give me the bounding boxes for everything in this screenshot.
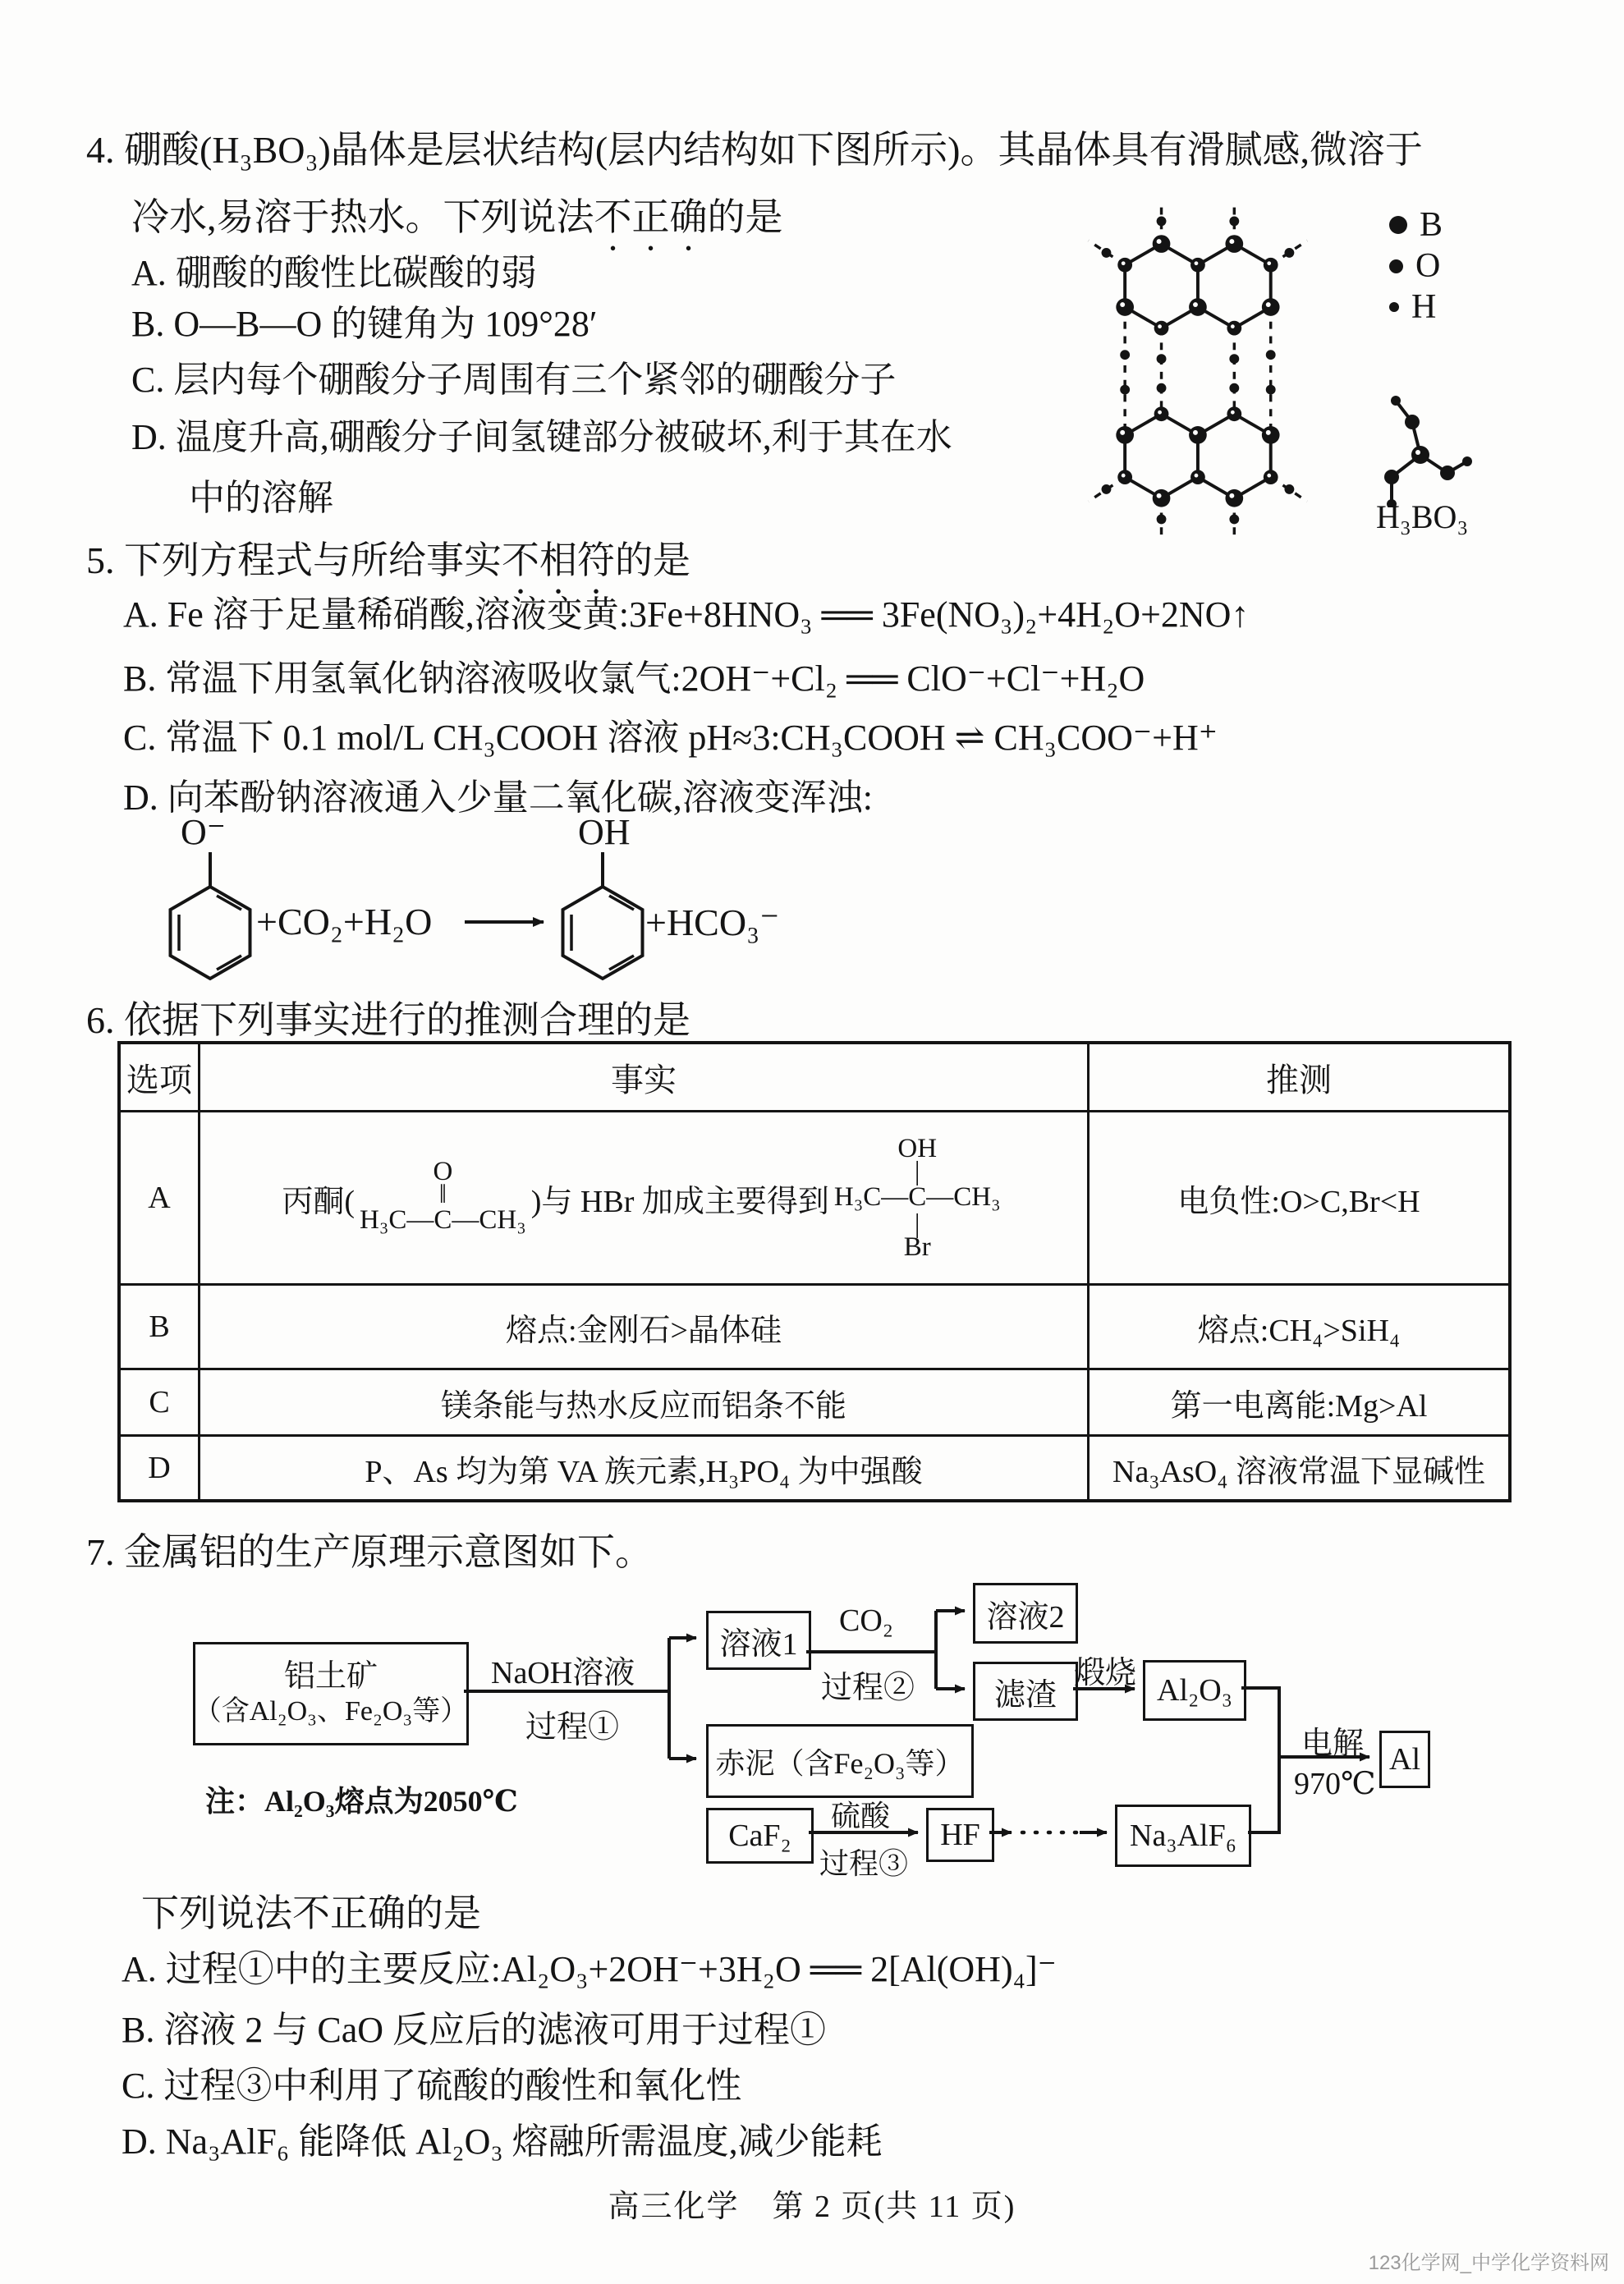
q6-header-inference: 推测 xyxy=(1090,1044,1508,1112)
legend-row-boron xyxy=(1389,207,1443,243)
co2-label: CO₂ xyxy=(839,1603,894,1638)
q4-option-c: C. 层内每个硼酸分子周围有三个紧邻的硼酸分子 xyxy=(131,360,897,400)
h3bo3-caption: H₃BO₃ xyxy=(1376,498,1469,535)
q4-option-a: A. 硼酸的酸性比碳酸的弱 xyxy=(131,253,537,293)
atom-legend xyxy=(1389,207,1443,325)
acetone-double-bond: ‖ xyxy=(438,1180,447,1210)
q7-stem: 7. 金属铝的生产原理示意图如下。 xyxy=(86,1531,653,1573)
q6-rowB-key: B xyxy=(121,1286,200,1370)
step1-label: 过程① xyxy=(525,1710,620,1745)
melting-point-note: 注：Al₂O₃熔点为2050℃ xyxy=(205,1785,518,1818)
q6-header-fact: 事实 xyxy=(200,1044,1090,1112)
step3-label: 过程③ xyxy=(819,1847,909,1880)
legend-row-oxygen xyxy=(1389,248,1443,284)
alcohol-br: Br xyxy=(903,1231,931,1262)
q6-rowD-inference: Na₃AsO₄ 溶液常温下显碱性 xyxy=(1112,1454,1485,1489)
q4-option-d-cont: 中的溶解 xyxy=(189,478,333,518)
legend-label-h: H xyxy=(1411,288,1437,326)
legend-row-hydrogen xyxy=(1389,289,1443,325)
hydrogen-dot-icon xyxy=(1389,302,1399,312)
q6-rowA-fact-pre: 丙酮( xyxy=(282,1184,356,1219)
red-mud-box: 赤泥（含Fe₂O₃等） xyxy=(706,1724,974,1798)
al-box: Al xyxy=(1379,1731,1430,1788)
q6-rowA-fact xyxy=(200,1112,1090,1286)
alcohol-oh: OH xyxy=(897,1134,938,1164)
q4-line2-pre: 冷水,易溶于热水。下列说法 xyxy=(131,196,594,238)
acetone-backbone: H₃C—C—CH₃ xyxy=(360,1205,526,1236)
q5-stem-emphasis: 不相符 xyxy=(502,539,615,581)
q6-table xyxy=(117,1041,1512,1502)
q6-rowD-key: D xyxy=(121,1437,200,1499)
q6-rowB-inference: 熔点:CH₄>SiH₄ xyxy=(1090,1286,1508,1370)
q6-header-option: 选项 xyxy=(121,1044,200,1112)
h3bo3-molecule-diagram xyxy=(1375,391,1474,507)
q6-stem: 6. 依据下列事实进行的推测合理的是 xyxy=(86,999,690,1041)
phenol-oh-label: OH xyxy=(578,812,631,852)
bauxite-box xyxy=(193,1642,469,1745)
q7-option-c: C. 过程③中利用了硫酸的酸性和氧化性 xyxy=(122,2066,742,2106)
reaction-arrow xyxy=(461,910,560,934)
q5-option-a: A. Fe 溶于足量稀硝酸,溶液变黄:3Fe+8HNO₃ ══ 3Fe(NO₃)₂+4H₂O+2NO↑ xyxy=(123,594,1250,635)
q5d-reagents: +CO₂+H₂O xyxy=(256,901,433,942)
calcine-label: 煅烧 xyxy=(1074,1656,1137,1690)
q7-option-b: B. 溶液 2 与 CaO 反应后的滤液可用于过程① xyxy=(122,2010,826,2050)
bauxite-composition: （含Al₂O₃、Fe₂O₃等） xyxy=(193,1696,469,1727)
q5-stem-pre: 5. 下列方程式与所给事实 xyxy=(86,539,502,581)
q5-option-d: D. 向苯酚钠溶液通入少量二氧化碳,溶液变浑浊: xyxy=(123,777,873,818)
temp-label: 970℃ xyxy=(1294,1767,1376,1801)
q6-rowC-key: C xyxy=(121,1370,200,1437)
q4-line2-emphasis: 不正确 xyxy=(594,196,708,238)
q5d-product: +HCO₃⁻ xyxy=(645,901,780,943)
legend-label-o: O xyxy=(1415,247,1441,285)
alcohol-bond-top: | xyxy=(914,1157,920,1187)
oxygen-dot-icon xyxy=(1389,259,1403,273)
phenolate-o-label: O⁻ xyxy=(181,812,226,852)
na3alf6-box: Na₃AlF₆ xyxy=(1115,1805,1251,1867)
q4-option-b: B. O—B—O 的键角为 109°28′ xyxy=(131,304,598,344)
q7-option-d: D. Na₃AlF₆ 能降低 Al₂O₃ 熔融所需温度,减少能耗 xyxy=(122,2121,883,2162)
phenolate-ring-diagram xyxy=(159,851,261,982)
q5-option-c: C. 常温下 0.1 mol/L CH₃COOH 溶液 pH≈3:CH₃COOH ⇌ CH₃COO⁻+H⁺ xyxy=(123,718,1218,758)
acetone-structure xyxy=(360,1157,526,1236)
electrolysis-label: 电解 xyxy=(1301,1727,1365,1761)
q6-rowA-inference: 电负性:O>C,Br<H xyxy=(1090,1112,1508,1286)
q6-rowA-fact-mid: )与 HBr 加成主要得到 xyxy=(530,1184,829,1219)
residue-box: 滤渣 xyxy=(973,1662,1078,1721)
q6-rowA-key: A xyxy=(121,1112,200,1286)
q4-line1: 4. 硼酸(H₃BO₃)晶体是层状结构(层内结构如下图所示)。其晶体具有滑腻感,微溶于 xyxy=(86,129,1423,171)
q6-rowD-fact: P、As 均为第 VA 族元素,H₃PO₄ 为中强酸 xyxy=(200,1437,1090,1499)
boron-dot-icon xyxy=(1389,216,1407,234)
solution2-box: 溶液2 xyxy=(973,1583,1078,1644)
hf-box: HF xyxy=(926,1808,994,1862)
al2o3-box: Al₂O₃ xyxy=(1143,1660,1246,1721)
acetone-o: O xyxy=(433,1157,453,1187)
caf2-box: CaF₂ xyxy=(706,1808,814,1864)
solution1-box: 溶液1 xyxy=(706,1611,811,1670)
q7-option-a: A. 过程①中的主要反应:Al₂O₃+2OH⁻+3H₂O ══ 2[Al(OH)₄]⁻ xyxy=(122,1949,1057,1989)
page-footer: 高三化学 第 2 页(共 11 页) xyxy=(608,2190,1016,2224)
q5-option-b: B. 常温下用氢氧化钠溶液吸收氯气:2OH⁻+Cl₂ ══ ClO⁻+Cl⁻+H₂O xyxy=(123,658,1145,699)
phenol-ring-diagram xyxy=(552,851,654,982)
q5-stem-post: 的是 xyxy=(615,539,690,581)
bauxite-title: 铝土矿 xyxy=(283,1658,378,1694)
naoh-label: NaOH溶液 xyxy=(491,1656,635,1690)
alcohol-backbone: H₃C—C—CH₃ xyxy=(833,1182,1001,1213)
legend-label-b: B xyxy=(1420,206,1443,244)
step2-label: 过程② xyxy=(821,1671,915,1705)
alcohol-bond-bottom: | xyxy=(914,1209,920,1239)
q4-option-d: D. 温度升高,硼酸分子间氢键部分被破坏,利于其在水 xyxy=(131,417,952,457)
q4-line2-post: 的是 xyxy=(707,196,783,238)
q6-rowB-fact: 熔点:金刚石>晶体硅 xyxy=(200,1286,1090,1370)
q6-rowC-inference: 第一电离能:Mg>Al xyxy=(1090,1370,1508,1437)
boric-acid-layer-diagram xyxy=(1041,187,1346,545)
bromo-alcohol-structure xyxy=(833,1134,1001,1262)
q6-rowC-fact: 镁条能与热水反应而铝条不能 xyxy=(200,1370,1090,1437)
q7-after: 下列说法不正确的是 xyxy=(141,1892,481,1934)
sulfuric-label: 硫酸 xyxy=(831,1800,891,1832)
site-watermark: 123化学网_中学化学资料网 xyxy=(1368,2252,1609,2274)
